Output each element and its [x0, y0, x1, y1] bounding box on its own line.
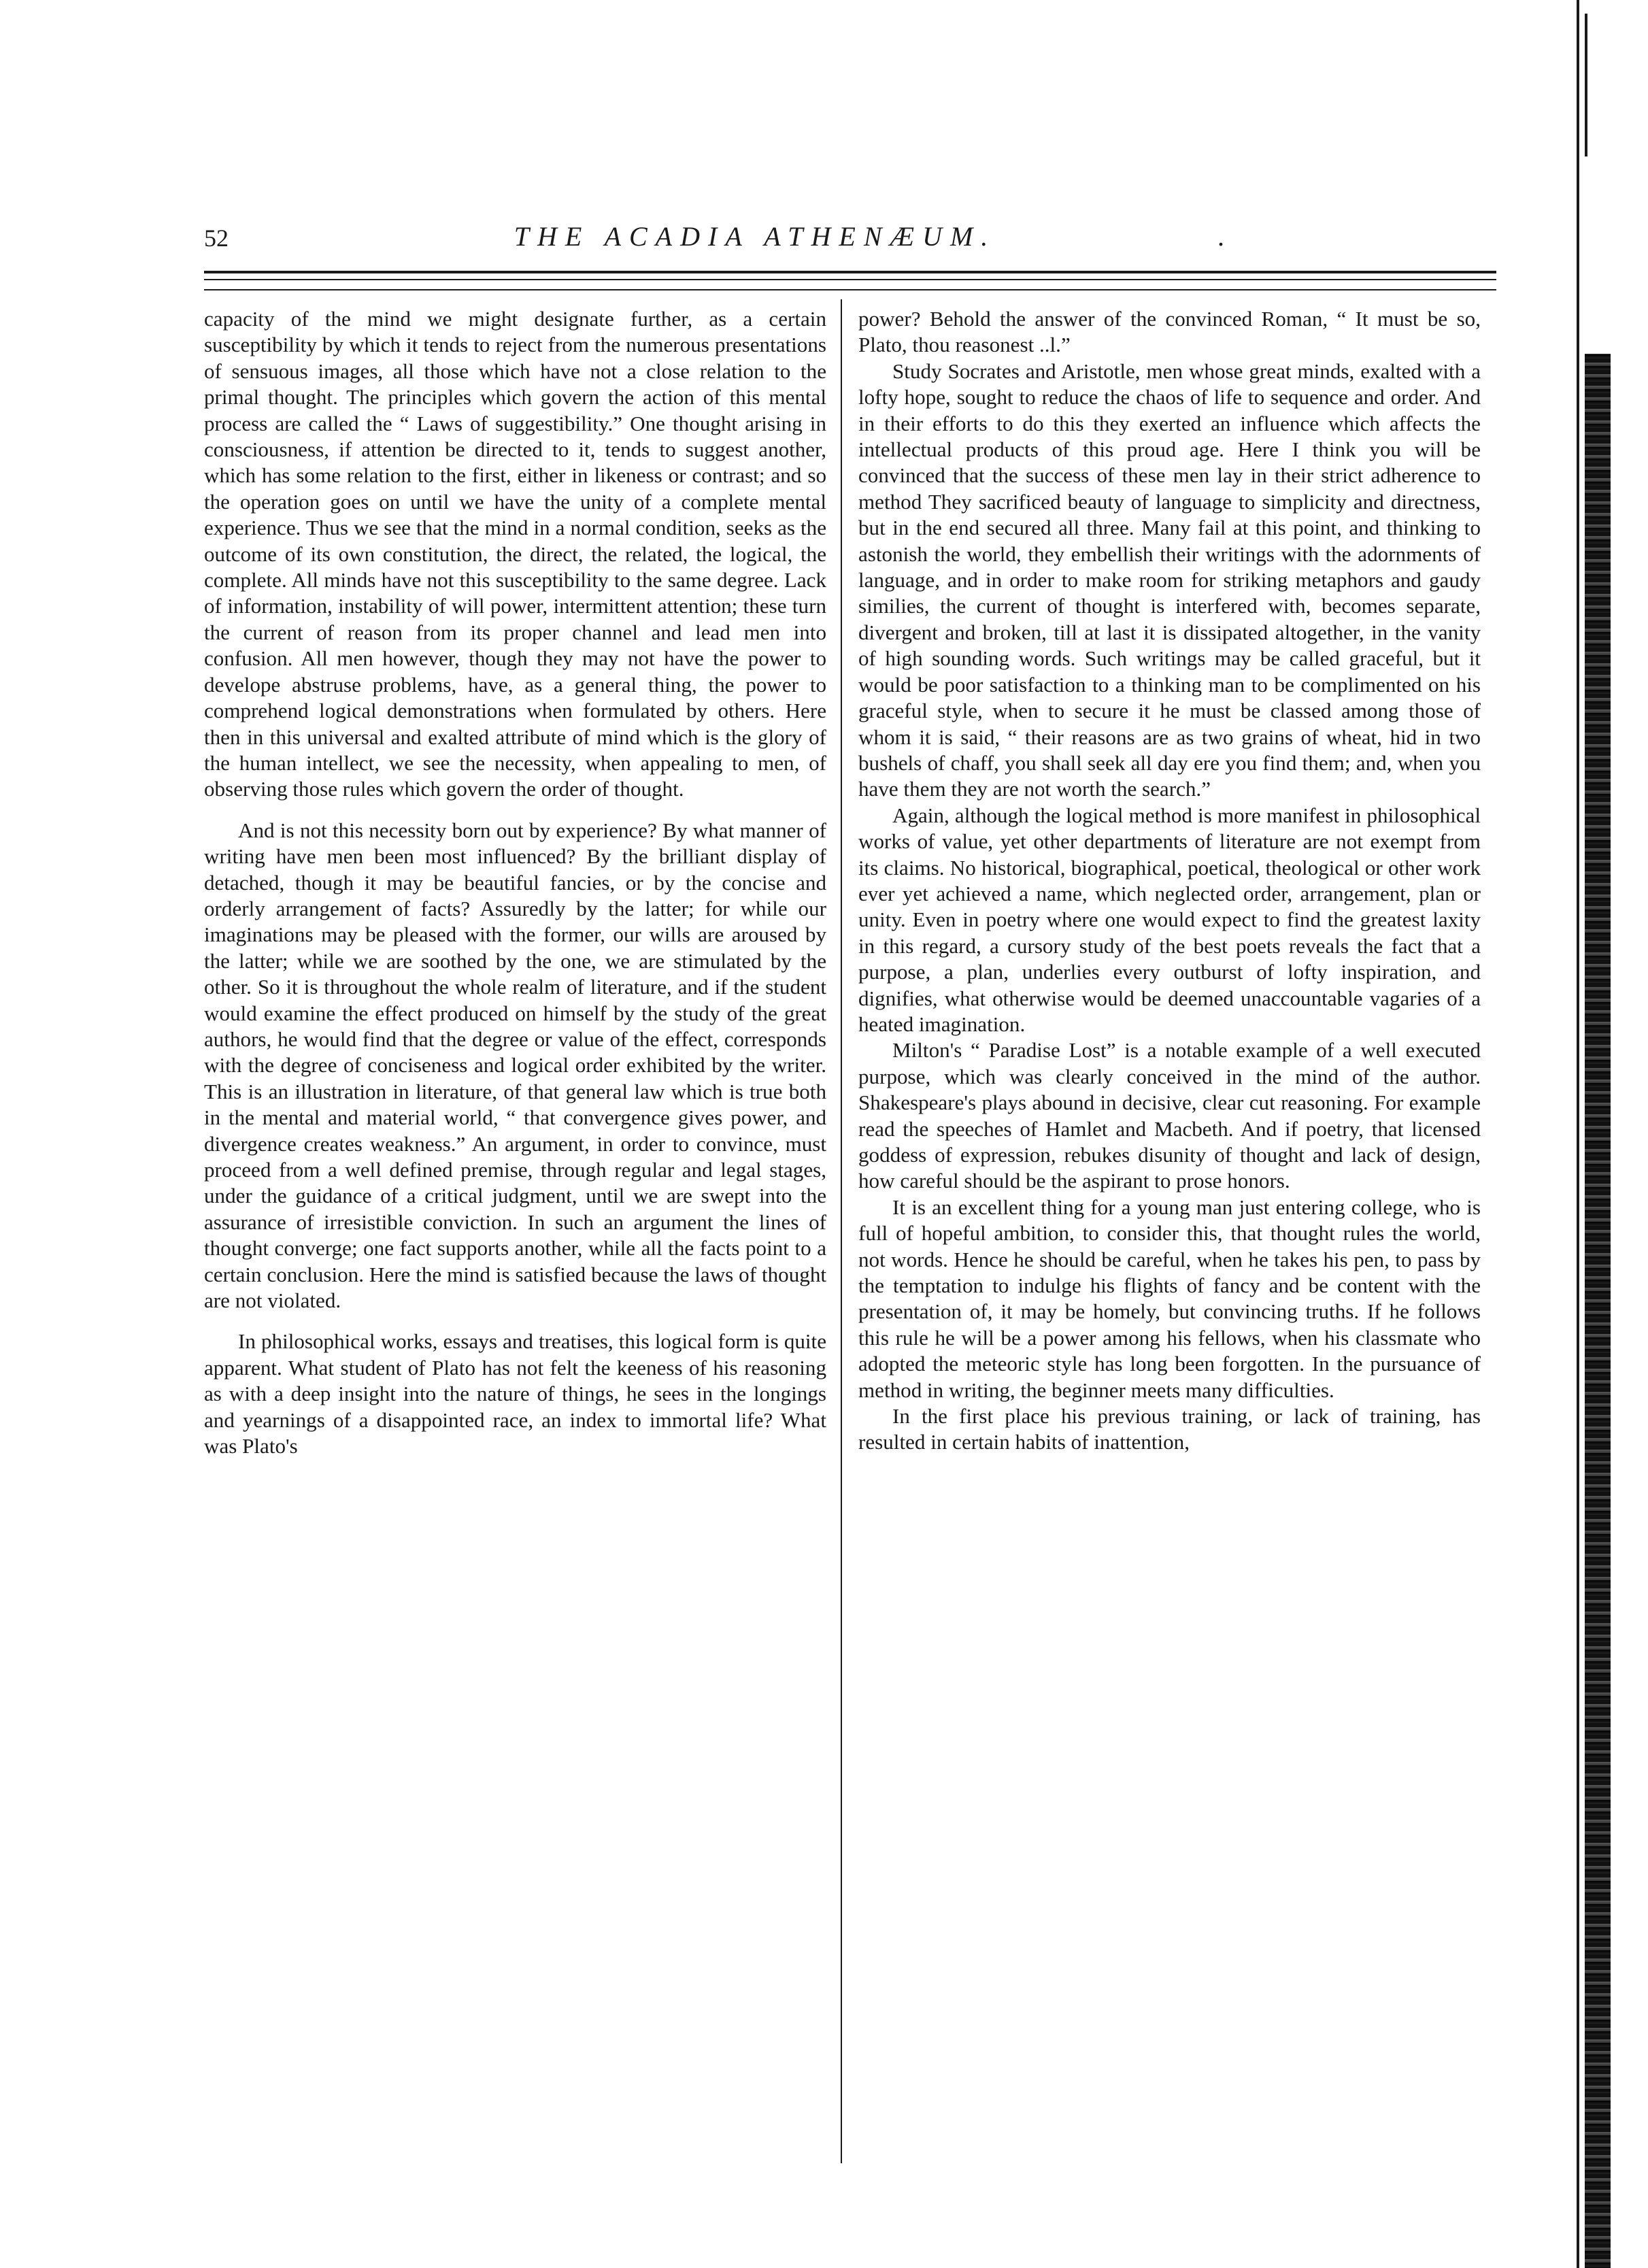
header-rule-bottom [204, 289, 1496, 290]
paragraph: In philosophical works, essays and treatises, this logical form is quite apparent. What student of Plato has not felt the keeness of his reasoning as with a deep insight into the nature of things, he sees in the longings and yearnings of a disappointed race, an index to immortal life? What was Plato's [204, 1329, 826, 1458]
header-ornament: . [1217, 221, 1224, 252]
running-head: THE ACADIA ATHENÆUM. [514, 221, 996, 252]
paragraph: In the first place his previous training, or lack of training, has resulted in certain habits of inattention, [858, 1404, 1481, 1454]
paragraph: power? Behold the answer of the convinced Roman, “ It must be so, Plato, thou reasonest ..l.” [858, 307, 1481, 357]
column-divider [841, 299, 842, 2163]
paragraph: It is an excellent thing for a young man just entering college, who is full of hopeful ambition, to consider this, that thought rules the world, not words. Hence he should be careful, when he takes his pen, to pass by the temptation to indulge his flights of fancy and be content with the presentation of, it may be homely, but convincing truths. If he follows this rule he will be a power among his fellows, when his classmate who adopted the meteoric style has long been forgotten. In the pursuance of method in writing, the beginner meets many difficulties. [858, 1195, 1481, 1402]
paragraph: And is not this necessity born out by experience? By what manner of writing have men been most influenced? By the brilliant display of detached, though it may be beautiful fancies, or by the concise and orderly arrangement of facts? Assuredly by the latter; for while our imaginations may be pleased with the former, our wills are aroused by the latter; while we are soothed by the one, we are stimulated by the other. So it is throughout the whole realm of literature, and if the student would examine the effect produced on himself by the study of the great authors, he would find that the degree or value of the effect, corresponds with the degree of conciseness and logical order exhibited by the writer. This is an illustration in literature, of that general law which is true both in the mental and material world, “ that convergence gives power, and divergence creates weakness.” An argument, in order to convince, must proceed from a well defined premise, through regular and legal stages, under the guidance of a critical judgment, until we are swept into the assurance of irresistible conviction. In such an argument the lines of thought converge; one fact supports another, while all the facts point to a certain conclusion. Here the mind is satisfied because the laws of thought are not violated. [204, 818, 826, 1313]
page-number: 52 [204, 224, 229, 252]
right-column [858, 306, 1481, 1456]
paragraph: Again, although the logical method is more manifest in philosophical works of value, yet other departments of literature are not exempt from its claims. No historical, biographical, poetical, theological or other work ever yet achieved a name, which neglected order, arrangement, plan or unity. Even in poetry where one would expect to find the greatest laxity in this regard, a cursory study of the best poets reveals the fact that a purpose, a plan, underlies every outburst of lofty inspiration, and dignifies, what otherwise would be deemed unaccountable vagaries of a heated imagination. [858, 803, 1481, 1036]
paragraph: Milton's “ Paradise Lost” is a notable example of a well executed purpose, which was clearly conceived in the mind of the author. Shakespeare's plays abound in decisive, clear cut reasoning. For example read the speeches of Hamlet and Macbeth. And if poetry, that licensed goddess of expression, rebukes disunity of thought and lack of design, how careful should be the aspirant to prose honors. [858, 1038, 1481, 1193]
scan-edge-mark [1585, 14, 1587, 156]
paragraph: capacity of the mind we might designate further, as a certain susceptibility by which it tends to reject from the numerous presentations of sensuous images, all those which have not a close relation to the primal thought. The principles which govern the action of this mental process are called the “ Laws of suggestibility.” One thought arising in consciousness, if attention be directed to it, tends to suggest another, which has some relation to the first, either in likeness or contrast; and so the operation goes on until we have the unity of a complete mental experience. Thus we see that the mind in a normal condition, seeks as the outcome of its own constitution, the direct, the related, the logical, the complete. All minds have not this susceptibility to the same degree. Lack of information, instability of will power, intermittent attention; these turn the current of reason from its proper channel and lead men into confusion. All men however, though they may not have the power to develope abstruse problems, have, as a general thing, the power to comprehend logical demonstrations when formulated by others. Here then in this universal and exalted attribute of mind which is the glory of the human intellect, we see the necessity, when appealing to men, of observing those rules which govern the order of thought. [204, 307, 826, 801]
header-rule-thick [204, 271, 1496, 273]
header-rule-thin [204, 279, 1496, 280]
paragraph: Study Socrates and Aristotle, men whose great minds, exalted with a lofty hope, sought to reduce the chaos of life to sequence and order. And in their efforts to do this they exerted an influence which affects the intellectual products of this proud age. Here I think you will be convinced that the success of these men lay in their strict adherence to method They sacrificed beauty of language to simplicity and directness, but in the end secured all three. Many fail at this point, and thinking to astonish the world, they embellish their writings with the adornments of language, and in order to make room for striking metaphors and gaudy similies, the current of thought is interfered with, becomes separate, divergent and broken, till at last it is dissipated altogether, in the vanity of high sounding words. Such writings may be called graceful, but it would be poor satisfaction to a thinking man to be complimented on his graceful style, when to secure it he must be classed among those of whom it is said, “ their reasons are as two grains of wheat, hid in two bushels of chaff, you shall seek all day ere you find them; and, when you have them they are not worth the search.” [858, 358, 1481, 801]
left-column [204, 306, 826, 1459]
